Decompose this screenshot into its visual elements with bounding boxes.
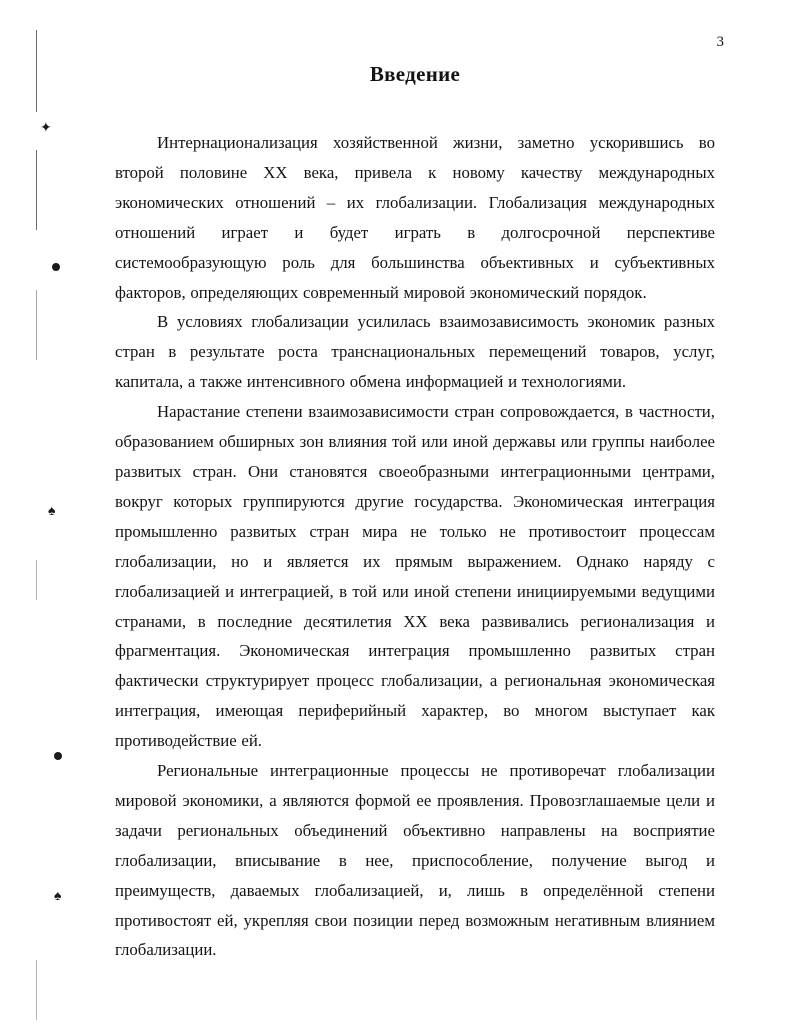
scan-speck: ♠ [54,889,62,904]
scan-margin-line [36,290,37,360]
scan-margin-line [36,960,37,1020]
scan-speck: ♠ [48,504,56,519]
paragraph: Региональные интеграционные процессы не противоречат глобализации мировой экономики, а являются формой ее проявления. Провозглашаемые цели и задачи региональных объединений объективно направлены на восприятие глобализации, вписывание в нее, приспособление, получение выгод и преимуществ, даваемых глобализацией, и, лишь в определённой степени противостоят ей, укрепляя свои позиции перед возможным негативным влиянием глобализации. [115,761,715,960]
paragraph: В условиях глобализации усилилась взаимозависимость экономик разных стран в результате роста транснациональных перемещений товаров, услуг, капитала, а также интенсивного обмена информацией и технологиями. [115,312,715,392]
page-title: Введение [369,62,461,86]
paragraph: Нарастание степени взаимозависимости стран сопровождается, в частности, образованием обширных зон влияния той или иной державы или группы наиболее развитых стран. Они становятся своеобразными интеграционными центрами, вокруг которых группируются другие государства. Экономическая интеграция промышленно развитых стран мира не только не противостоит процессам глобализации, но и является их прямым выражением. Однако наряду с глобализацией и интеграцией, в той или иной степени инициируемыми ведущими странами, в последние десятилетия XX века развивались регионализация и фрагментация. Экономическая интеграция промышленно развитых стран фактически структурирует процесс глобализации, а региональная экономическая интеграция, имеющая периферийный характер, во многом выступает как противодействие ей. [115,402,715,751]
body-text [115,128,715,965]
scan-speck [52,263,60,271]
scan-margin-line [36,150,37,230]
scan-margin-line [36,560,37,600]
scan-speck [54,752,62,760]
scan-speck: ✦ [40,121,52,136]
page-number: 3 [716,34,724,50]
paragraph: Интернационализация хозяйственной жизни, заметно ускорившись во второй половине XX века, привела к новому качеству международных экономических отношений – их глобализации. Глобализация международных отношений играет и будет играть в долгосрочной перспективе системообразующую роль для большинства объективных и субъективных факторов, определяющих современный мировой экономический порядок. [115,133,715,302]
